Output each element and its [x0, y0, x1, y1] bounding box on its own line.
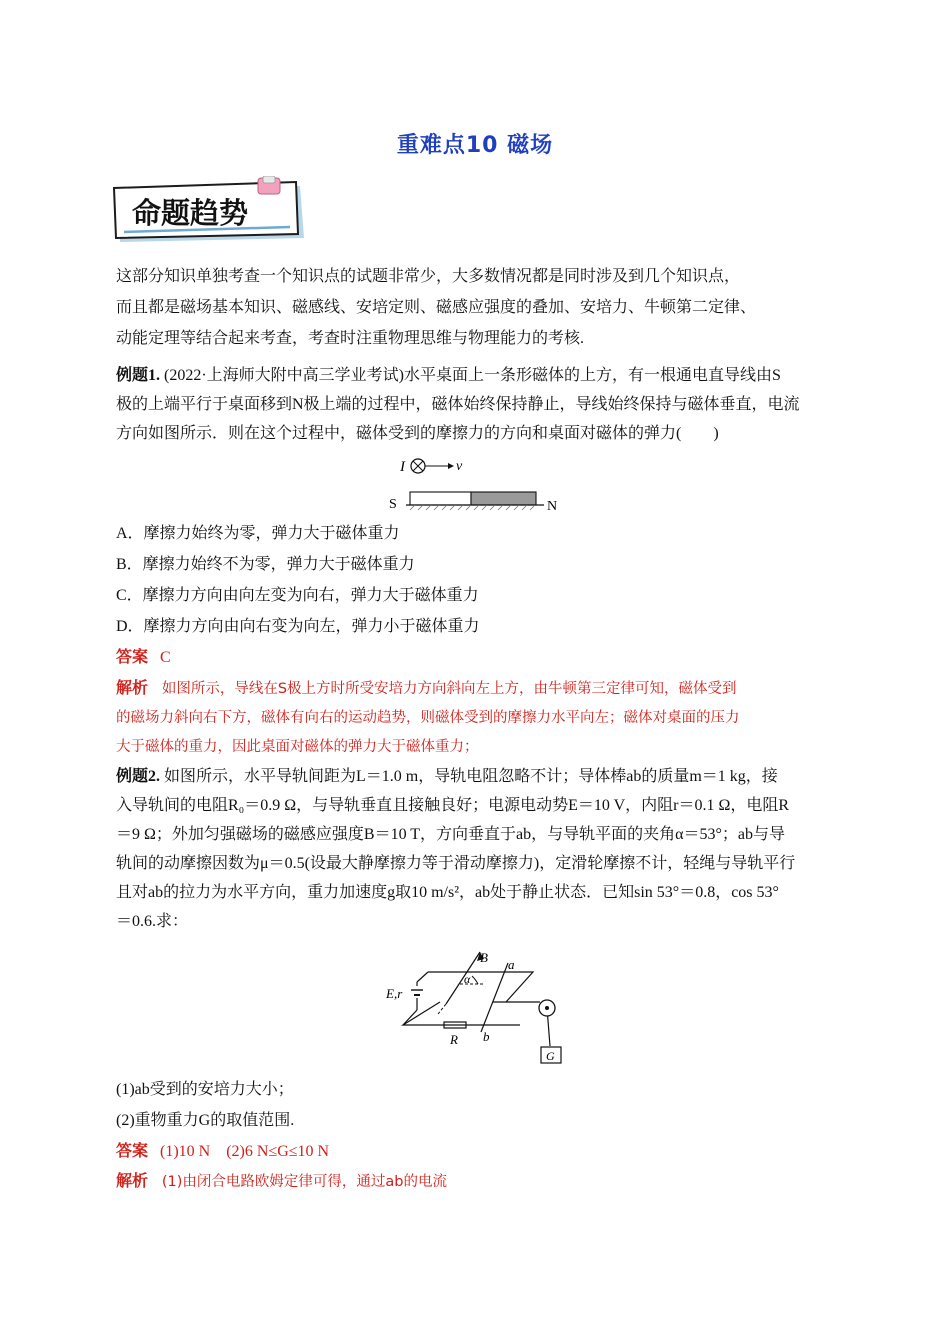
label-source: E,r	[386, 986, 403, 1001]
magnet-n-half	[471, 492, 536, 505]
north-pole-label: N	[547, 499, 558, 514]
intro-line: 动能定理等结合起来考查，考查时注重物理思维与物理能力的考核.	[116, 330, 585, 347]
solution-line: (1)由闭合电路欧姆定律可得，通过ab的电流	[161, 1174, 447, 1190]
velocity-label: v	[456, 459, 463, 474]
conductor-ab	[481, 963, 508, 1032]
answer-label: 答案	[116, 1143, 149, 1160]
topic-banner	[108, 176, 308, 246]
label-alpha: α	[464, 972, 471, 986]
intro-line: 这部分知识单独考查一个知识点的试题非常少，大多数情况都是同时涉及到几个知识点，	[116, 268, 741, 285]
example2-label: 例题2.	[116, 768, 161, 785]
figure-rail-circuit	[380, 946, 580, 1066]
solution-label: 解析	[116, 680, 149, 697]
banner-text: 命题趋势	[132, 196, 249, 230]
example1-line: 方向如图所示．则在这个过程中，磁体受到的摩擦力的方向和桌面对磁体的弹力( )	[116, 425, 719, 442]
magnet-s-half	[410, 492, 471, 505]
example2-line: 如图所示，水平导轨间距为L＝1.0 m，导轨电阻忽略不计；导体棒ab的质量m＝1 kg，接	[164, 768, 778, 785]
page-title: 重难点10 磁场	[396, 133, 554, 158]
example1-line: 极的上端平行于桌面移到N极上端的过程中，磁体始终保持静止，导线始终保持与磁体垂直，电流	[116, 396, 800, 413]
answer-value: (1)10 N (2)6 N≤G≤10 N	[160, 1143, 330, 1160]
option-d: D．摩擦力方向由向右变为向左，弹力小于磁体重力	[116, 618, 480, 635]
intro-line: 而且都是磁场基本知识、磁感线、安培定则、磁感应强度的叠加、安培力、牛顿第二定律、	[116, 299, 757, 316]
example2-line: 轨间的动摩擦因数为μ＝0.5(设最大静摩擦力等于滑动摩擦力)，定滑轮摩擦不计，轻绳与导轨平行	[116, 855, 796, 872]
solution-label: 解析	[116, 1173, 149, 1190]
example2-questions	[116, 1074, 846, 1136]
option-b: B．摩擦力始终不为零，弹力大于磁体重力	[116, 556, 415, 573]
south-pole-label: S	[389, 497, 397, 512]
option-c: C．摩擦力方向由向左变为向右，弹力大于磁体重力	[116, 587, 479, 604]
label-r: R	[450, 1032, 458, 1047]
solution-line: 如图所示，导线在S极上方时所受安培力方向斜向左上方，由牛顿第三定律可知，磁体受到	[161, 681, 737, 697]
example2-line: ＝0.6.求：	[116, 913, 189, 930]
solution-line: 的磁场力斜向右下方，磁体有向右的运动趋势，则磁体受到的摩擦力水平向左；磁体对桌面的压力	[116, 710, 740, 726]
example1-label: 例题1.	[116, 367, 161, 384]
label-a: a	[508, 957, 515, 972]
example1-line: (2022·上海师大附中高三学业考试)水平桌面上一条形磁体的上方，有一根通电直导线由S	[164, 367, 781, 384]
example1-answer	[116, 642, 846, 673]
example2-answer	[116, 1136, 846, 1167]
example2-line: 且对ab的拉力为水平方向，重力加速度g取10 m/s²，ab处于静止状态．已知sin 53°＝0.8，cos 53°	[116, 884, 779, 901]
example2-solution	[116, 1166, 846, 1198]
answer-value: C	[160, 649, 171, 666]
field-b-line	[446, 952, 480, 1004]
example1-solution	[116, 674, 846, 762]
rail-left-top	[417, 972, 428, 982]
intro-paragraph	[116, 261, 846, 354]
option-a: A．摩擦力始终为零，弹力大于磁体重力	[116, 525, 400, 542]
example2-line: ＝9 Ω；外加匀强磁场的磁感应强度B＝10 T，方向垂直于ab，与导轨平面的夹角α＝53°；ab与导	[116, 826, 786, 843]
figure-bar-magnet	[384, 452, 574, 518]
answer-label: 答案	[116, 649, 149, 666]
rail-top	[428, 972, 533, 1002]
question-1: (1)ab受到的安培力大小；	[116, 1081, 294, 1098]
example1-options	[116, 518, 846, 642]
example2-line: 入导轨间的电阻R₀＝0.9 Ω，与导轨垂直且接触良好；电源电动势E＝10 V，内阻r＝0.1 Ω，电阻R	[116, 797, 790, 814]
current-label: I	[400, 459, 405, 475]
label-g: G	[546, 1049, 555, 1063]
label-b: b	[483, 1029, 490, 1044]
example2-question	[116, 762, 846, 936]
example1-question	[116, 361, 846, 448]
question-2: (2)重物重力G的取值范围.	[116, 1112, 295, 1129]
label-b-field: B	[480, 950, 488, 965]
solution-line: 大于磁体的重力，因此桌面对磁体的弹力大于磁体重力；	[116, 739, 479, 755]
alpha-arc	[472, 976, 478, 984]
